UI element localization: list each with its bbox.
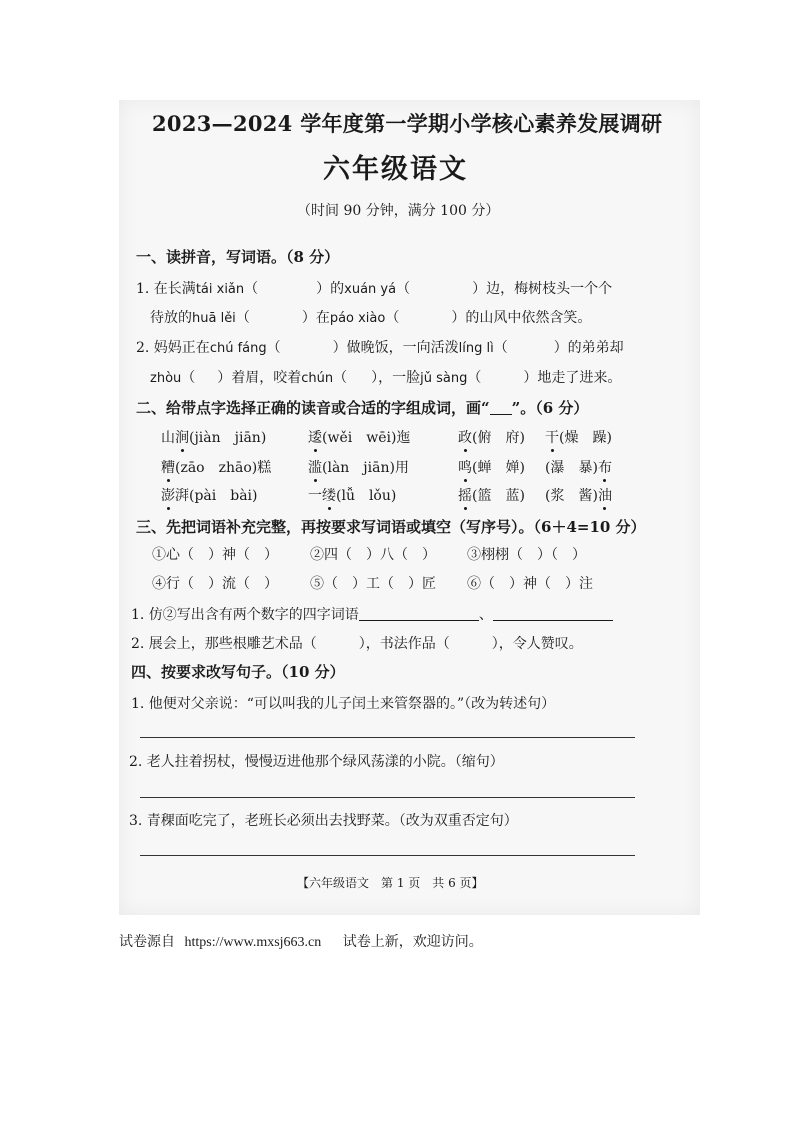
dotted-char: 干 bbox=[545, 427, 559, 447]
text: 二、给带点字选择正确的读音或合适的字组成词，画“ bbox=[136, 399, 490, 417]
choice-item[interactable] bbox=[458, 457, 525, 477]
text: 一 bbox=[308, 488, 322, 504]
dotted-char: 油 bbox=[598, 485, 612, 505]
dotted-char: 布 bbox=[598, 457, 612, 477]
scanned-exam-page bbox=[119, 100, 700, 915]
pinyin: líng lì bbox=[458, 341, 494, 356]
text: ，一脸 bbox=[378, 370, 421, 386]
idiom-item[interactable]: ①心（ ）神（ ） bbox=[152, 547, 278, 563]
text: 着眉，咬着 bbox=[231, 370, 302, 386]
choice-item[interactable] bbox=[308, 457, 409, 477]
text: (俯 府) bbox=[472, 430, 525, 446]
s4-question1: 1. 他便对父亲说：“可以叫我的儿子闰土来管祭器的。”（改为转述句） bbox=[131, 696, 556, 712]
text: 的 bbox=[330, 281, 345, 297]
idiom-item[interactable]: ④行（ ）流（ ） bbox=[152, 576, 278, 592]
text: ”。（6 分） bbox=[511, 399, 589, 417]
answer-line[interactable] bbox=[359, 606, 479, 621]
text: ）地走了进来。 bbox=[523, 370, 622, 386]
dotted-char: 政 bbox=[458, 427, 472, 447]
s3-question2: 2. 展会上，那些根雕艺术品（ ），书法作品（ ），令人赞叹。 bbox=[131, 636, 583, 652]
text: 待放的 bbox=[150, 310, 192, 326]
text: (燥 躁) bbox=[559, 430, 612, 446]
pinyin: páo xiào bbox=[329, 311, 386, 326]
s1-line3: 2. 妈妈正在chú fáng（ ）做晚饭，一向活泼líng lì（ ）的弟弟却 bbox=[136, 340, 624, 356]
page-footer: 【六年级语文 第 1 页 共 6 页】 bbox=[297, 876, 484, 890]
source-note: 试卷上新，欢迎访问。 bbox=[342, 935, 483, 950]
text: (wěi wēi)迤 bbox=[322, 430, 411, 446]
pinyin: zhòu bbox=[150, 371, 182, 386]
dotted-char: 鸣 bbox=[458, 457, 472, 477]
choice-item[interactable] bbox=[308, 427, 410, 447]
source-url-link[interactable]: https://www.mxsj663.cn bbox=[184, 935, 322, 950]
section4-heading: 四、按要求改写句子。（10 分） bbox=[131, 663, 345, 681]
choice-item[interactable] bbox=[458, 485, 525, 505]
exam-title: 2023—2024 学年度第一学期小学核心素养发展调研 bbox=[152, 111, 663, 136]
pinyin: chún bbox=[301, 371, 334, 386]
pinyin: xuán yá bbox=[344, 282, 397, 297]
dotted-char: 逶 bbox=[308, 427, 322, 447]
section3-heading: 三、先把词语补充完整，再按要求写词语或填空（写序号）。（6＋4=10 分） bbox=[136, 518, 646, 536]
text: (蝉 婵) bbox=[472, 460, 525, 476]
source-line bbox=[119, 931, 483, 951]
text: (zāo zhāo)糕 bbox=[175, 460, 272, 476]
pinyin: huā lěi bbox=[192, 311, 236, 326]
section2-heading bbox=[136, 397, 588, 418]
choice-item[interactable] bbox=[545, 457, 612, 477]
choice-item[interactable] bbox=[458, 427, 525, 447]
choice-item[interactable] bbox=[545, 485, 612, 505]
idiom-item[interactable]: ②四（ ）八（ ） bbox=[310, 547, 436, 563]
dotted-char: 滥 bbox=[308, 457, 322, 477]
dotted-char: 摇 bbox=[458, 485, 472, 505]
choice-item[interactable] bbox=[161, 485, 258, 505]
section1-heading: 一、读拼音，写词语。（8 分） bbox=[136, 248, 340, 266]
text: 、 bbox=[478, 607, 493, 623]
idiom-item[interactable]: ⑤（ ）工（ ）匠 bbox=[310, 576, 436, 592]
s1-line1: 1. 在长满tái xiǎn（ ）的xuán yá（ ）边，梅树枝头一个个 bbox=[136, 281, 613, 297]
s1-line2: 待放的huā lěi（ ）在páo xiào（ ）的山风中依然含笑。 bbox=[150, 310, 592, 326]
choice-item[interactable] bbox=[161, 427, 266, 447]
source-label: 试卷源自 bbox=[119, 935, 175, 950]
dotted-char: 涧 bbox=[175, 427, 189, 447]
s4-question3: 3. 青稞面吃完了，老班长必须出去找野菜。（改为双重否定句） bbox=[129, 813, 518, 829]
underline-mark bbox=[490, 400, 512, 415]
answer-line[interactable] bbox=[140, 797, 635, 798]
text: (jiàn jiān) bbox=[189, 430, 267, 446]
text: 做晚饭，一向活泼 bbox=[346, 340, 459, 356]
text: ）边，梅树枝头一个个 bbox=[472, 281, 613, 297]
dotted-char: 澎 bbox=[161, 485, 175, 505]
answer-line[interactable] bbox=[140, 737, 635, 738]
choice-item[interactable] bbox=[308, 485, 396, 505]
pinyin: tái xiǎn bbox=[195, 282, 245, 297]
text: ）的弟弟却 bbox=[553, 340, 624, 356]
text: 1. 仿②写出含有两个数字的四字词语 bbox=[131, 607, 359, 623]
idiom-item[interactable]: ③栩栩（ ）（ ） bbox=[467, 547, 586, 563]
answer-line[interactable] bbox=[140, 855, 635, 856]
text: ）的山风中依然含笑。 bbox=[451, 310, 592, 326]
s4-question2: 2. 老人拄着拐杖，慢慢迈进他那个绿风荡漾的小院。（缩句） bbox=[129, 754, 504, 770]
subject-title: 六年级语文 bbox=[323, 154, 468, 185]
pinyin: jǔ sàng bbox=[420, 371, 468, 386]
text: 在 bbox=[315, 310, 330, 326]
text: 湃(pài bài) bbox=[175, 488, 258, 504]
s1-line4: zhòu（ ）着眉，咬着chún（ ），一脸jǔ sàng（ ）地走了进来。 bbox=[150, 370, 622, 386]
choice-pair: (瀑 暴) bbox=[545, 460, 598, 476]
text: (lǚ lǒu) bbox=[336, 488, 397, 504]
text: (làn jiān)用 bbox=[322, 460, 409, 476]
pinyin: chú fáng bbox=[209, 341, 267, 356]
answer-line[interactable] bbox=[493, 606, 613, 621]
choice-pair: (浆 酱) bbox=[545, 488, 598, 504]
text: (篮 蓝) bbox=[472, 488, 525, 504]
dotted-char: 缕 bbox=[322, 485, 336, 505]
text: 山 bbox=[161, 430, 175, 446]
text: 2. 妈妈正在 bbox=[136, 340, 210, 356]
idiom-item[interactable]: ⑥（ ）神（ ）注 bbox=[467, 576, 593, 592]
time-note: （时间 90 分钟，满分 100 分） bbox=[297, 203, 500, 219]
dotted-char: 糟 bbox=[161, 457, 175, 477]
choice-item[interactable] bbox=[545, 427, 612, 447]
s3-question1 bbox=[131, 604, 613, 624]
text: 1. 在长满 bbox=[136, 281, 196, 297]
choice-item[interactable] bbox=[161, 457, 271, 477]
